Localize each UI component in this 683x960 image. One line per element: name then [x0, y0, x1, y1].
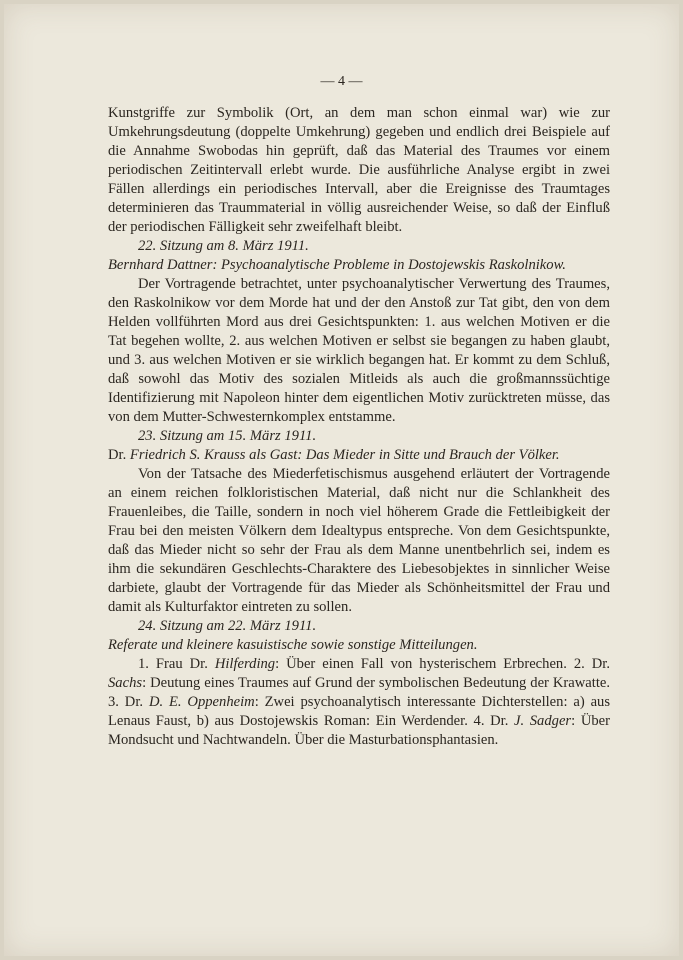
reports-list — [108, 655, 610, 750]
session-heading: 22. Sitzung am 8. März 1911. — [138, 238, 309, 254]
session-subheading: Bernhard Dattner: Psychoanalytische Probleme in Dostojewskis Raskolnikow. — [108, 257, 566, 273]
speaker-prefix: Dr. — [108, 447, 127, 463]
page-body — [108, 104, 610, 750]
speaker-name: Bernhard Dattner — [108, 257, 213, 273]
page-number: — 4 — — [320, 74, 363, 89]
session-body: Von der Tatsache des Miederfetischismus ausgehend erläutert der Vortragende an einem reichen folkloristischen Material, daß nicht nur die Schlankheit des Frauenleibes, die Taille, sondern in noch viel höherem Grade die Fettleibigkeit der Frau bei den meisten Völkern dem Idealtypus entspreche. Von dem Gesichtspunkte, daß das Mieder nicht so sehr der Frau als dem Manne unentbehrlich sei, indem es ihm die sekundären Geschlechts-Charaktere des Liebesobjektes in sinnlicher Weise darbiete, glaubt der Vortragende für das Mieder als Schönheitsmittel der Frau und damit als Kulturfaktor eintreten zu sollen. — [108, 466, 610, 615]
intro-paragraph: Kunstgriffe zur Symbolik (Ort, an dem man schon einmal war) wie zur Umkehrungsdeutung (doppelte Umkehrung) gegeben und endlich drei Beispiele auf die Annahme Swobodas hin geprüft, daß das Material des Traumes vor einem periodischen Zeitintervall erlebt wurde. Die ausführliche Analyse ergibt in zwei Fällen allerdings ein periodisches Intervall, aber die Ereignisse des Traumtages determinieren das Traummaterial in völlig ausreichender Weise, so daß der Einfluß der periodischen Fälligkeit sehr zweifelhaft bleibt. — [108, 105, 610, 235]
report-item: 3. Dr. D. E. Oppenheim: Zwei psychoanalytisch interessante Dichterstellen: a) aus Lenaus Faust, b) aus Dostojewskis Roman: Ein Werdender. — [108, 694, 611, 729]
document-page — [4, 4, 679, 956]
speaker-name: Friedrich S. Krauss als Gast — [129, 447, 298, 463]
session-body: Der Vortragende betrachtet, unter psychoanalytischer Verwertung des Traumes, den Raskolnikow vor dem Morde hat und der den Anstoß zur Tat gibt, den von dem Helden vollführten Mord aus drei Gesichtspunkten: 1. aus welchen Motiven er die Tat begehen wollte, 2. aus welchen Motiven er selbst sie begangen zu haben glaubt, und 3. aus welchen Motiven er sie wirklich begangen hat. Er kommt zu dem Schluß, daß sowohl das Motiv des sozialen Mitleids als auch die großmannssüchtige Identifizierung mit Napoleon hinter dem eigentlichen Motiv zurücktreten müsse, das von dem Mutter-Schwesternkomplex entstamme. — [108, 276, 610, 425]
session-subheading: Dr. Friedrich S. Krauss als Gast: Das Mieder in Sitte und Brauch der Völker. — [108, 447, 560, 463]
lecture-title: Psychoanalytische Probleme in Dostojewskis Raskolnikow. — [220, 257, 566, 273]
report-item: 2. Dr. Sachs: Deutung eines Traumes auf Grund der symbolischen Bedeutung der Krawatte. — [108, 656, 611, 691]
report-item: 1. Frau Dr. Hilferding: Über einen Fall von hysterischem Erbrechen. — [138, 656, 567, 672]
report-item: 4. Dr. J. Sadger: Über Mondsucht und Nachtwandeln. Über die Masturbationsphantasien. — [108, 713, 610, 748]
session-subheading: Referate und kleinere kasuistische sowie sonstige Mitteilungen. — [108, 637, 478, 653]
session-heading: 24. Sitzung am 22. März 1911. — [138, 618, 317, 634]
lecture-title: Das Mieder in Sitte und Brauch der Völker. — [305, 447, 560, 463]
session-heading: 23. Sitzung am 15. März 1911. — [138, 428, 317, 444]
